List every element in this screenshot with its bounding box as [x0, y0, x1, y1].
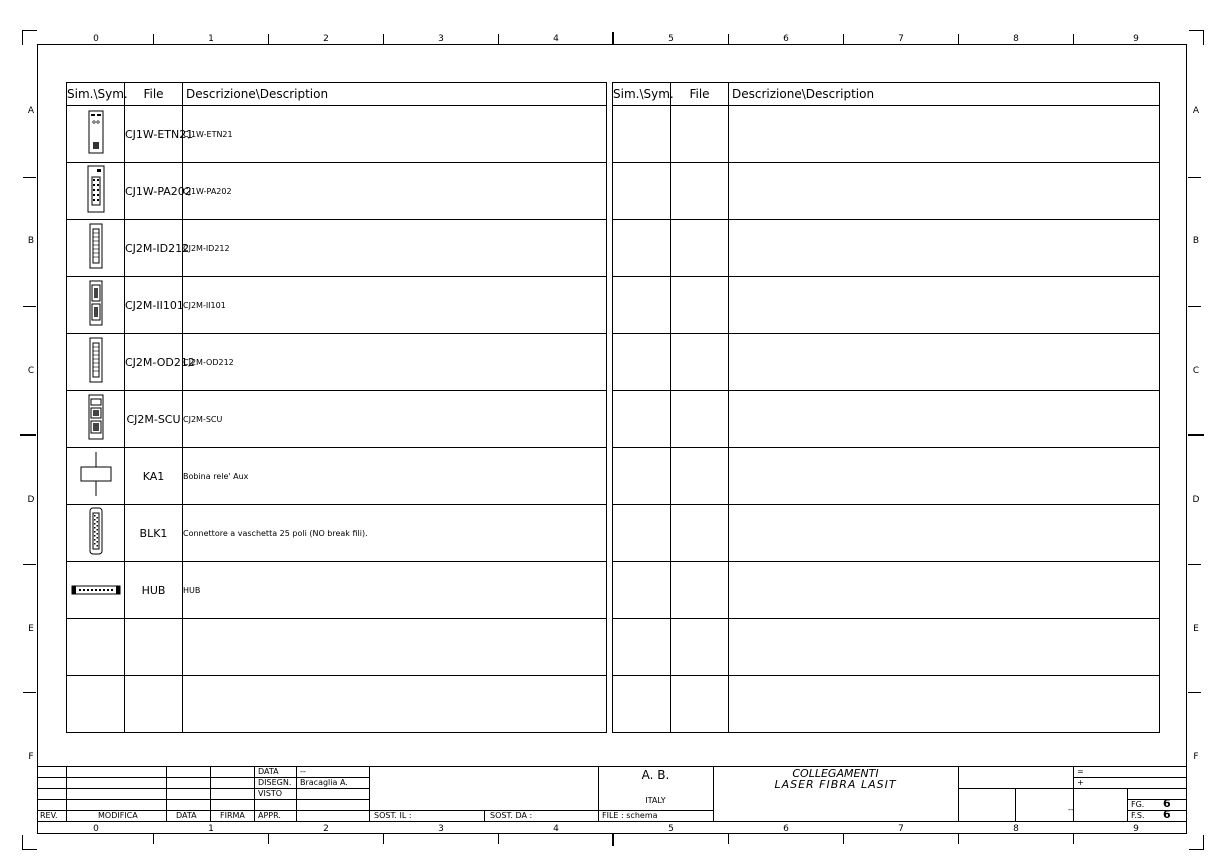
row-letter: A — [1192, 106, 1200, 116]
table-row — [613, 562, 1160, 619]
firma-label: FIRMA — [220, 811, 245, 820]
col-number: 6 — [783, 824, 789, 834]
plc-io-module-dual-icon — [67, 277, 125, 334]
row-file — [671, 619, 729, 676]
plc-ethernet-module-icon — [67, 106, 125, 163]
plc-io-module-icon — [67, 220, 125, 277]
row-symbol-empty — [613, 676, 671, 733]
row-file — [671, 334, 729, 391]
date-label: DATA — [258, 767, 279, 776]
row-file — [671, 448, 729, 505]
row-file — [671, 106, 729, 163]
drawing-title-line1: COLLEGAMENTI — [792, 767, 879, 780]
row-letter: B — [1192, 236, 1200, 246]
row-file — [671, 562, 729, 619]
row-file — [125, 619, 183, 676]
modifica-label: MODIFICA — [98, 811, 138, 820]
header-symbol: Sim.\Sym. — [67, 83, 125, 106]
company-country: ITALY — [645, 796, 666, 805]
col-number: 3 — [438, 34, 444, 44]
row-description — [183, 676, 607, 733]
corner-mark-br — [1189, 835, 1204, 850]
row-symbol-empty — [613, 448, 671, 505]
row-description — [729, 220, 1160, 277]
row-description: CJ2M-SCU — [183, 391, 607, 448]
plc-power-supply-icon — [67, 163, 125, 220]
dash-marker: -- — [1068, 805, 1074, 814]
table-row — [613, 676, 1160, 733]
row-description — [729, 163, 1160, 220]
row-file: CJ2M-SCU — [125, 391, 183, 448]
row-file: HUB — [125, 562, 183, 619]
row-description: CJ2M-ID212 — [183, 220, 607, 277]
row-letter: C — [1192, 366, 1200, 376]
row-file: KA1 — [125, 448, 183, 505]
table-row — [67, 391, 607, 448]
table-row — [67, 676, 607, 733]
row-letter: F — [28, 752, 34, 762]
row-description — [729, 619, 1160, 676]
table-row — [613, 277, 1160, 334]
table-row — [67, 106, 607, 163]
row-description — [729, 676, 1160, 733]
table-header-row — [613, 83, 1160, 106]
table-row — [67, 163, 607, 220]
col-number: 7 — [898, 824, 904, 834]
row-description: Connettore a vaschetta 25 poli (NO break fili). — [183, 505, 607, 562]
rev-label: REV. — [40, 811, 58, 820]
header-file: File — [125, 83, 183, 106]
date-value: -- — [300, 767, 306, 776]
replaced-by-label: SOST. DA : — [490, 811, 533, 820]
col-number: 1 — [208, 824, 214, 834]
header-symbol: Sim.\Sym. — [613, 83, 671, 106]
row-symbol-empty — [67, 619, 125, 676]
row-file: CJ2M-II101 — [125, 277, 183, 334]
col-number: 0 — [93, 34, 99, 44]
left-legend-table — [66, 82, 607, 733]
row-description: CJ2M-OD212 — [183, 334, 607, 391]
approved-label: APPR. — [258, 811, 281, 820]
table-row — [613, 106, 1160, 163]
col-number: 8 — [1013, 824, 1019, 834]
table-row — [613, 448, 1160, 505]
table-row — [67, 220, 607, 277]
function-marker: = — [1077, 767, 1084, 776]
table-row — [613, 334, 1160, 391]
col-number: 2 — [323, 824, 329, 834]
row-description: HUB — [183, 562, 607, 619]
plc-output-module-icon — [67, 334, 125, 391]
col-number: 1 — [208, 34, 214, 44]
sheet-label: FG. — [1131, 800, 1145, 809]
row-symbol-empty — [613, 277, 671, 334]
row-description: CJ1W-PA202 — [183, 163, 607, 220]
row-description — [729, 505, 1160, 562]
col-number: 9 — [1133, 34, 1139, 44]
replaces-label: SOST. IL : — [374, 811, 412, 820]
table-row — [613, 391, 1160, 448]
row-description: CJ1W-ETN21 — [183, 106, 607, 163]
col-number: 0 — [93, 824, 99, 834]
table-row — [67, 334, 607, 391]
row-letter: C — [27, 366, 35, 376]
row-description — [729, 106, 1160, 163]
sheets-total-label: F.S. — [1131, 811, 1145, 820]
row-letter: E — [1193, 624, 1199, 634]
row-symbol-empty — [613, 106, 671, 163]
company-name: A. B. — [641, 768, 670, 782]
row-file — [671, 676, 729, 733]
row-symbol-empty — [613, 619, 671, 676]
row-symbol-empty — [613, 334, 671, 391]
file-label: FILE : schema — [602, 811, 658, 820]
row-letter: B — [27, 236, 35, 246]
location-marker: + — [1077, 778, 1084, 787]
col-number: 5 — [668, 34, 674, 44]
row-description: Bobina rele' Aux — [183, 448, 607, 505]
header-description: Descrizione\Description — [183, 83, 607, 106]
row-letter: D — [27, 495, 35, 505]
drawing-title-line2: LASER FIBRA LASIT — [774, 778, 897, 791]
col-number: 4 — [553, 34, 559, 44]
right-legend-table — [612, 82, 1160, 733]
corner-mark-bl — [22, 835, 37, 850]
checked-label: VISTO — [258, 789, 283, 798]
row-file: CJ1W-PA202 — [125, 163, 183, 220]
table-row — [613, 619, 1160, 676]
relay-coil-icon — [67, 448, 125, 505]
col-number: 9 — [1133, 824, 1139, 834]
table-row — [613, 220, 1160, 277]
row-description — [729, 391, 1160, 448]
row-file — [671, 391, 729, 448]
row-file — [671, 163, 729, 220]
corner-mark-tr — [1189, 30, 1204, 45]
plc-serial-unit-icon — [67, 391, 125, 448]
corner-mark-tl — [22, 30, 37, 45]
table-row — [613, 163, 1160, 220]
header-description: Descrizione\Description — [729, 83, 1160, 106]
table-row — [67, 505, 607, 562]
col-number: 6 — [783, 34, 789, 44]
row-file: CJ1W-ETN21 — [125, 106, 183, 163]
row-description — [729, 562, 1160, 619]
row-file: CJ2M-ID212 — [125, 220, 183, 277]
row-symbol-empty — [613, 163, 671, 220]
row-file — [671, 277, 729, 334]
drawn-by-value: Bracaglia A. — [300, 778, 348, 787]
row-file — [671, 505, 729, 562]
table-row — [613, 505, 1160, 562]
row-file: CJ2M-OD212 — [125, 334, 183, 391]
network-hub-icon — [67, 562, 125, 619]
drawn-by-label: DISEGN. — [258, 778, 292, 787]
sheet-number: 6 — [1163, 797, 1171, 810]
table-header-row — [67, 83, 607, 106]
sheets-total-number: 6 — [1163, 808, 1171, 821]
row-symbol-empty — [613, 391, 671, 448]
row-description — [183, 619, 607, 676]
header-file: File — [671, 83, 729, 106]
col-number: 8 — [1013, 34, 1019, 44]
row-symbol-empty — [613, 562, 671, 619]
row-description — [729, 334, 1160, 391]
table-row — [67, 619, 607, 676]
col-number: 4 — [553, 824, 559, 834]
row-description: CJ2M-II101 — [183, 277, 607, 334]
table-row — [67, 277, 607, 334]
sub-d-connector-icon — [67, 505, 125, 562]
row-symbol-empty — [613, 220, 671, 277]
row-file — [671, 220, 729, 277]
col-number: 5 — [668, 824, 674, 834]
row-file: BLK1 — [125, 505, 183, 562]
row-letter: E — [28, 624, 34, 634]
row-description — [729, 448, 1160, 505]
row-symbol-empty — [67, 676, 125, 733]
row-letter: D — [1192, 495, 1200, 505]
row-letter: F — [1193, 752, 1199, 762]
table-row — [67, 562, 607, 619]
row-letter: A — [27, 106, 35, 116]
data-col-label: DATA — [176, 811, 197, 820]
table-row — [67, 448, 607, 505]
col-number: 7 — [898, 34, 904, 44]
row-symbol-empty — [613, 505, 671, 562]
col-number: 2 — [323, 34, 329, 44]
row-file — [125, 676, 183, 733]
col-number: 3 — [438, 824, 444, 834]
row-description — [729, 277, 1160, 334]
